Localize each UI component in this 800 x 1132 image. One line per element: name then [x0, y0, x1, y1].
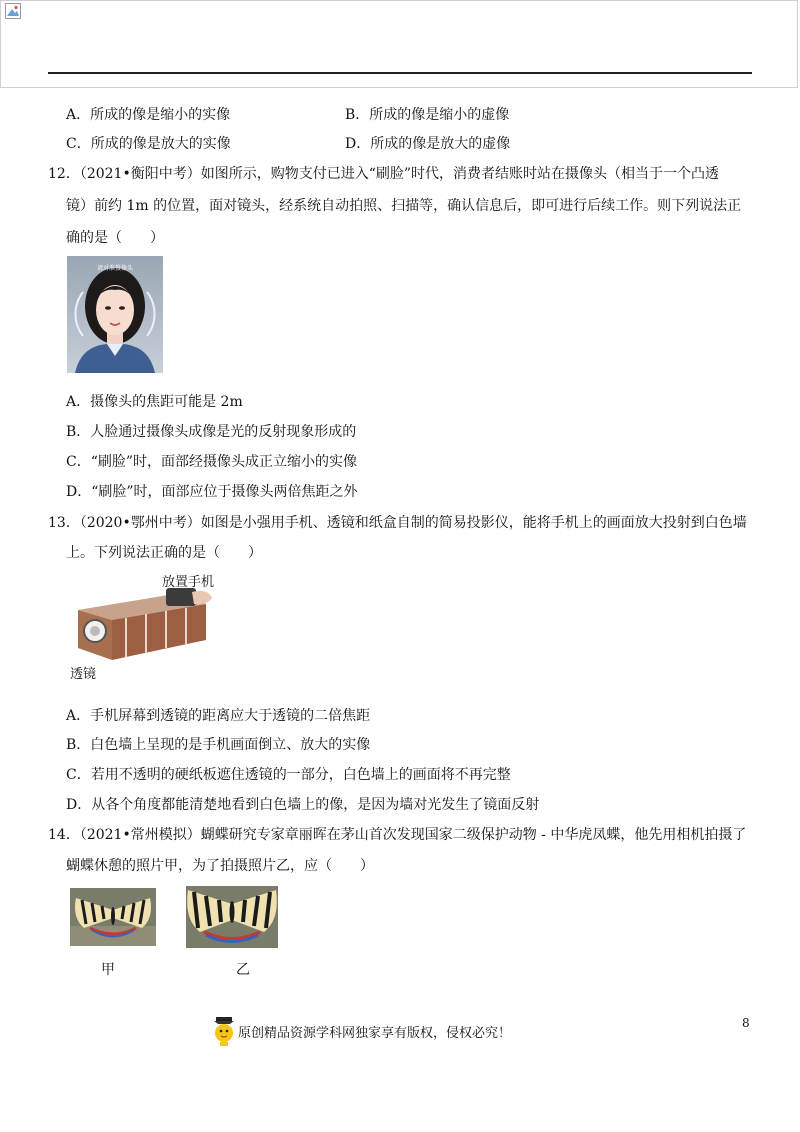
- face-scan-photo: [67, 256, 163, 373]
- q12-option-b: B．人脸通过摄像头成像是光的反射现象形成的: [66, 424, 357, 440]
- q12-option-a: A．摄像头的焦距可能是 2m: [66, 394, 243, 410]
- q14-stem-line1: 14．（2021•常州模拟）蝴蝶研究专家章丽晖在茅山首次发现国家二级保护动物 - 中华虎凤蝶，他先用相机拍摄了: [48, 827, 747, 843]
- page-number: 8: [742, 1016, 750, 1030]
- q12-option-d: D．“刷脸”时，面部应位于摄像头两倍焦距之外: [66, 484, 358, 500]
- q13-stem-line2: 上。下列说法正确的是（ ）: [66, 545, 262, 561]
- q13-option-c: C．若用不透明的硬纸板遮住透镜的一部分，白色墙上的画面将不再完整: [66, 767, 511, 783]
- face-scan-screen-text: 请对准摄像头: [96, 265, 133, 272]
- q13-option-a: A．手机屏幕到透镜的距离应大于透镜的二倍焦距: [66, 708, 371, 724]
- q13-option-d: D．从各个角度都能清楚地看到白色墙上的像，是因为墙对光发生了镜面反射: [66, 797, 540, 813]
- q11-option-b: B．所成的像是缩小的虚像: [345, 107, 510, 123]
- page-header: [0, 0, 798, 88]
- butterfly-photo-yi: [186, 886, 278, 948]
- lens-label: 透镜: [70, 667, 97, 682]
- phone-placement-label: 放置手机: [162, 575, 215, 590]
- projector-figure: [66, 568, 226, 683]
- caption-yi: 乙: [236, 962, 250, 978]
- q12-option-c: C．“刷脸”时，面部经摄像头成正立缩小的实像: [66, 454, 358, 470]
- q14-stem-line2: 蝴蝶休憩的照片甲，为了拍摄照片乙，应（ ）: [66, 858, 374, 874]
- q13-stem-line1: 13．（2020•鄂州中考）如图是小强用手机、透镜和纸盒自制的简易投影仪，能将手机上的画面放大投射到白色墙: [48, 515, 747, 531]
- footer-copyright: 原创精品资源学科网独家享有版权，侵权必究！: [238, 1026, 512, 1041]
- header-rule: [48, 72, 752, 74]
- q11-option-a: A．所成的像是缩小的实像: [66, 107, 231, 123]
- q11-option-d: D．所成的像是放大的虚像: [345, 136, 511, 152]
- q13-option-b: B．白色墙上呈现的是手机画面倒立、放大的实像: [66, 737, 371, 753]
- q11-option-c: C．所成的像是放大的实像: [66, 136, 231, 152]
- mascot-icon: [212, 1016, 236, 1046]
- q12-stem-line2: 镜）前约 1m 的位置，面对镜头，经系统自动拍照、扫描等，确认信息后，即可进行后续工作。则下列说法正: [66, 198, 742, 214]
- butterfly-photo-jia: [70, 888, 156, 946]
- broken-image-icon: [5, 3, 21, 19]
- q12-stem-line3: 确的是（ ）: [66, 230, 164, 246]
- q12-stem-line1: 12．（2021•衡阳中考）如图所示，购物支付已进入“刷脸”时代，消费者结账时站在摄像头（相当于一个凸透: [48, 166, 720, 182]
- caption-jia: 甲: [101, 962, 115, 978]
